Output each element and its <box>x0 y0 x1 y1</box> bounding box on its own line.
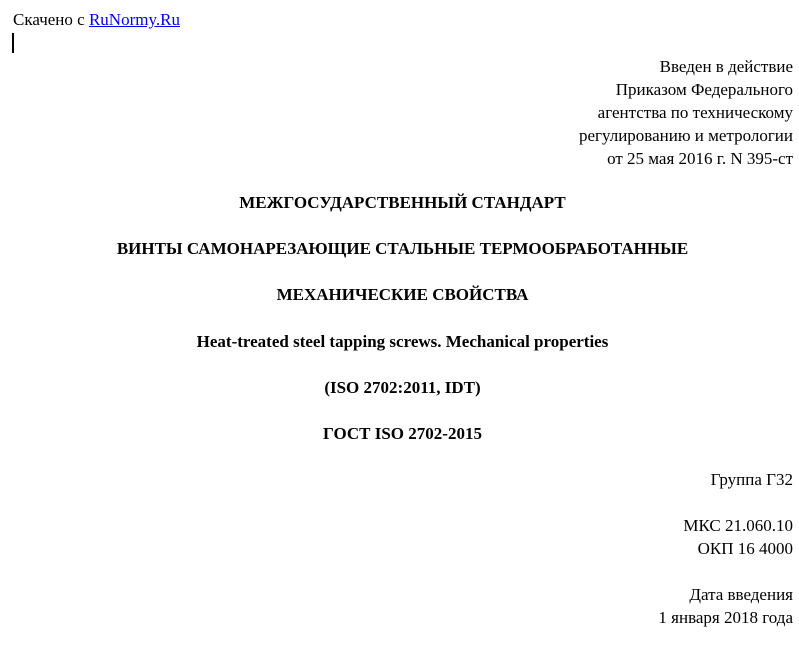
intro-line: регулированию и метрологии <box>578 126 793 145</box>
source-line <box>13 8 180 32</box>
source-prefix: Скачено с <box>13 10 89 29</box>
iso-reference: (ISO 2702:2011, IDT) <box>324 378 481 397</box>
intro-line: от 25 мая 2016 г. N 395-ст <box>607 149 793 168</box>
standard-type-heading: МЕЖГОСУДАРСТВЕННЫЙ СТАНДАРТ <box>239 193 566 212</box>
effective-date-block <box>658 583 793 629</box>
okp-code: ОКП 16 4000 <box>697 539 793 558</box>
classification-codes <box>683 514 793 560</box>
text-cursor <box>12 33 14 53</box>
group-code: Группа Г32 <box>710 470 793 489</box>
standard-designation: ГОСТ ISO 2702-2015 <box>323 424 482 443</box>
intro-line: Введен в действие <box>659 57 793 76</box>
introduction-block <box>579 55 793 170</box>
title-ru-line1: ВИНТЫ САМОНАРЕЗАЮЩИЕ СТАЛЬНЫЕ ТЕРМООБРАБОТАННЫЕ <box>116 239 689 258</box>
title-en: Heat-treated steel tapping screws. Mechanical properties <box>196 332 609 351</box>
source-link[interactable]: RuNormy.Ru <box>88 10 180 29</box>
intro-line: агентства по техническому <box>597 103 793 122</box>
group-block <box>711 468 793 491</box>
title-ru-line2: МЕХАНИЧЕСКИЕ СВОЙСТВА <box>276 285 529 304</box>
mks-code: МКС 21.060.10 <box>683 516 793 535</box>
intro-line: Приказом Федерального <box>615 80 793 99</box>
effective-date-label: Дата введения <box>689 585 793 604</box>
effective-date-value: 1 января 2018 года <box>658 608 793 627</box>
